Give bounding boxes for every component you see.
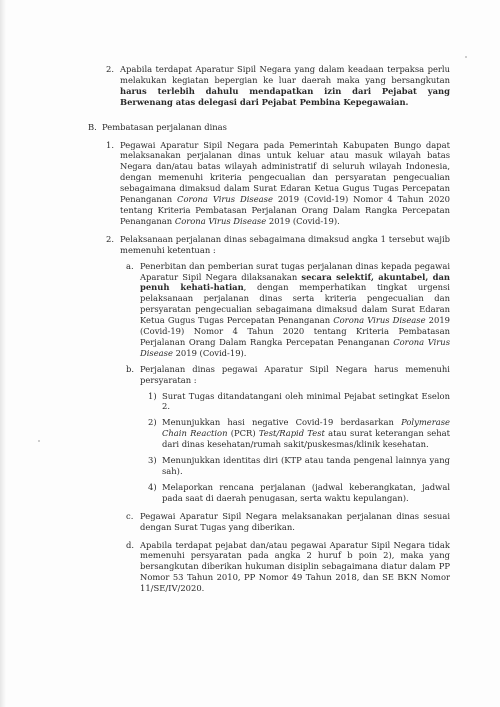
text-run: 2019 (Covid-19) Nomor 4 Tahun 2020 tentang Kriteria Pembatasan Perjalanan Orang Dalam Rangka Percepatan Penanganan [140, 315, 450, 347]
text-run: Pegawai Aparatur Sipil Negara pada Pemerintah Kabupaten Bungo dapat melaksanakan perjalanan dinas untuk keluar atau masuk wilayah batas Negara dan/atau batas wilayah administratif di seluruh wilayah Indonesia, dengan memenuhi kriteria pengecualian dan persyaratan pengecualian sebagaimana dimaksud dalam Surat Edaran Ketua Gugus Tugas Percepatan Penanganan [120, 139, 450, 205]
point-text: Surat Tugas ditandatangani oleh minimal Pejabat setingkat Eselon 2. [162, 390, 450, 412]
text-run: atau surat keterangan sehat dari dinas kesehatan/rumah sakit/puskesmas/klinik kesehatan. [162, 428, 450, 450]
paragraph-b-2-b [126, 363, 450, 386]
bold-text-run: secara selektif, akuntabel, dan penuh kehati-hatian [140, 271, 450, 293]
paragraph-b-2-c [126, 510, 450, 533]
text-run: Apabila terdapat Aparatur Sipil Negara yang dalam keadaan terpaksa perlu melakukan kegiatan bepergian ke luar daerah maka yang bersangkutan [120, 64, 450, 85]
text-run: , dengan memperhatikan tingkat urgensi pelaksanaan perjalanan dinas serta kriteria pengecualian dan persyaratan pengecualian sebagaimana dimaksud dalam Surat Edaran Ketua Gugus Tugas Percepatan Penanganan [140, 282, 450, 326]
point-text: Melaporkan rencana perjalanan (jadwal keberangkatan, jadwal pada saat di daerah penugasan, serta waktu kepulangan). [162, 481, 450, 503]
paragraph-a-2 [106, 64, 450, 108]
scan-edge-shadow [0, 0, 6, 707]
point-number: 4) [148, 481, 157, 492]
item-letter: b. [126, 363, 135, 374]
point-number: 1) [148, 390, 157, 401]
requirement-point-4 [148, 481, 450, 504]
requirement-point-1 [148, 390, 450, 413]
paragraph-text [120, 140, 450, 227]
point-number: 3) [148, 455, 157, 466]
requirement-point-3 [148, 455, 450, 477]
text-run: (PCR) [230, 428, 256, 439]
italic-text-run: Corona Virus Disease [177, 194, 273, 205]
italic-text-run: Corona Virus Disease [140, 336, 450, 358]
italic-text-run: Test/Rapid Test [258, 428, 325, 439]
section-b-heading [88, 121, 450, 133]
point-text [162, 417, 450, 450]
requirement-point-2 [148, 417, 450, 450]
paragraph-text: Apabila terdapat pejabat dan/atau pegawai Aparatur Sipil Negara tidak memenuhi persyaratan pada angka 2 huruf b poin 2), maka yang bersangkutan diberikan hukuman disiplin sebagaimana diatur dalam PP Nomor 53 Tahun 2010, PP Nomor 49 Tahun 2018, dan SE BKN Nomor 11/SE/IV/2020. [140, 539, 450, 594]
item-number: 2. [106, 64, 114, 74]
italic-text-run: Polymerase Chain Reaction [162, 417, 450, 439]
item-number: 1. [106, 139, 114, 150]
paragraph-b-2-a [126, 260, 450, 359]
paragraph-text: Pegawai Aparatur Sipil Negara melaksanakan perjalanan dinas sesuai dengan Surat Tugas yang diberikan. [140, 510, 450, 532]
point-number: 2) [148, 417, 157, 428]
paragraph-text: Perjalanan dinas pegawai Aparatur Sipil Negara harus memenuhi persyaratan : [140, 363, 450, 385]
item-letter: c. [126, 510, 134, 521]
text-run: 2019 (Covid-19). [268, 215, 340, 226]
paragraph-text [140, 261, 450, 359]
scan-speck [465, 56, 467, 58]
text-run: 2019 (Covid-19). [175, 347, 247, 358]
paragraph-b-2 [106, 233, 450, 256]
document-body [82, 64, 450, 594]
item-number: 2. [106, 233, 114, 244]
paragraph-b-2-d [126, 539, 450, 595]
text-run: 2019 (Covid-19) Nomor 4 Tahun 2020 tentang Kriteria Pembatasan Perjalanan Orang Dalam Rangka Percepatan Penanganan [120, 194, 450, 226]
point-text: Menunjukkan identitas diri (KTP atau tanda pengenal lainnya yang sah). [162, 455, 450, 476]
section-letter: B. [88, 121, 97, 132]
paragraph-text: Pelaksanaan perjalanan dinas sebagaimana dimaksud angka 1 tersebut wajib memenuhi ketentuan : [120, 233, 450, 255]
paragraph-b-1 [106, 139, 450, 227]
bold-text-run: harus terlebih dahulu mendapatkan izin dari Pejabat yang Berwenang atas delegasi dari Pejabat Pembina Kepegawaian. [120, 85, 450, 107]
italic-text-run: Corona Virus Disease [174, 215, 267, 226]
italic-text-run: Corona Virus Disease [333, 315, 426, 326]
paragraph-text [120, 64, 450, 108]
section-title: Pembatasan perjalanan dinas [102, 121, 227, 132]
item-letter: a. [126, 260, 134, 271]
text-run: Menunjukkan hasi negative Covid-19 berdasarkan [162, 417, 394, 428]
text-run: Penerbitan dan pemberian surat tugas perjalanan dinas kepada pegawai Aparatur Sipil Negara dilaksanakan [140, 260, 450, 282]
item-letter: d. [126, 539, 135, 550]
scan-speck [38, 440, 40, 442]
